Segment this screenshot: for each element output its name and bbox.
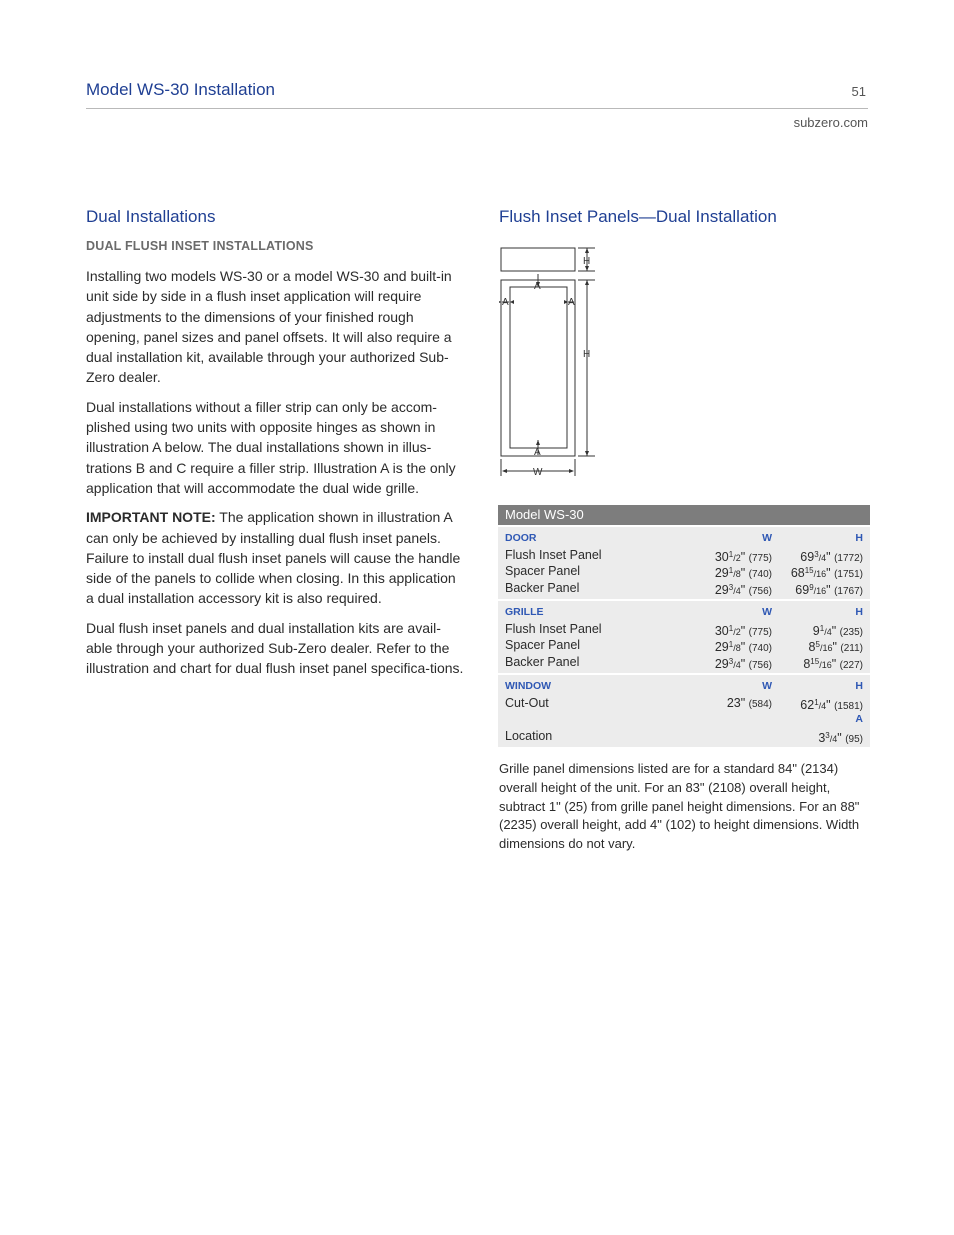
table-group-header: DOOR W H xyxy=(505,532,863,544)
table-group-header: GRILLE W H xyxy=(505,606,863,618)
grille-panel-outline xyxy=(501,248,575,271)
subhead-dual-flush-inset: DUAL FLUSH INSET INSTALLATIONS xyxy=(86,239,314,253)
table-group-header: A xyxy=(855,713,863,725)
table-group-grille xyxy=(498,601,870,673)
diagram-label-a-right: A xyxy=(568,297,575,308)
table-row: Spacer Panel $29^1/8$" (740) $68^{15}/16$" (1751) xyxy=(505,564,863,580)
page-title: Model WS-30 Installation xyxy=(86,80,275,99)
panel-dimension-diagram xyxy=(499,244,599,484)
table-row: Flush Inset Panel $30^1/2$" (775) $9^1/4$" (235) xyxy=(505,621,863,638)
diagram-label-a-top: A xyxy=(534,281,541,292)
section-title-flush-inset-panels: Flush Inset Panels—Dual Installation xyxy=(499,207,777,226)
table-group-header: WINDOW W H xyxy=(505,680,863,692)
table-group-window xyxy=(498,675,870,747)
door-panel-outline xyxy=(501,280,575,456)
table-row: Spacer Panel $29^1/8$" (740) $8^5/16$" (211) xyxy=(505,638,863,654)
table-row: Cut-Out 23" (584) $62^1/4$" (1581) xyxy=(505,695,863,712)
window-cutout-outline xyxy=(510,287,567,448)
dimension-table xyxy=(498,505,870,747)
left-column xyxy=(86,207,464,688)
paragraph-1: Installing two models WS-30 or a model WS-30 and built-in unit side by side in a flush inset application will require adjustments to the dimensions of your finished rough opening, panel sizes and panel offsets. It will also require a dual installation kit, available through your authorized Sub-Zero dealer. xyxy=(86,268,452,386)
section-title-dual-installations: Dual Installations xyxy=(86,207,216,226)
paragraph-4: Dual flush inset panels and dual installation kits are avail-able through your authorized Sub-Zero dealer. Refer to the illustration and chart for dual flush inset panel specifica-tions. xyxy=(86,619,464,677)
table-title: Model WS-30 xyxy=(498,505,870,525)
diagram-label-a-left: A xyxy=(502,297,509,308)
table-group-door xyxy=(498,527,870,599)
diagram-label-w: W xyxy=(533,467,543,478)
table-row: Backer Panel $29^3/4$" (756) $8^{15}/16$" (227) xyxy=(505,654,863,671)
table-row: Location $3^3/4$" (95) xyxy=(505,728,863,745)
important-note-text: The application shown in illustration A can only be achieved by installing dual flush inset panels. Failure to install dual flush inset panels will cause the handle side of the panels to collide when closing. In this application a dual installation accessory kit is also required. xyxy=(86,509,461,607)
diagram-label-h-door: H xyxy=(583,349,591,360)
paragraph-2: Dual installations without a filler strip can only be accom-plished using two units with opposite hinges as shown in illustration A below. The dual installations shown in illus-trations B and C require a filler strip. Illustration A is the only application that will accommodate the dual wide grille. xyxy=(86,398,456,496)
grille-height-note: Grille panel dimensions listed are for a standard 84" (2134) overall height of the unit. For an 83" (2108) overall height, subtract 1" (25) from grille panel height dimensions. For an 88" (2235) overall height, add 4" (102) to height dimensions. Width dimensions do not vary. xyxy=(499,761,860,852)
table-row: Flush Inset Panel $30^1/2$" (775) $69^3/4$" (1772) xyxy=(505,547,863,564)
diagram-label-a-bottom: A xyxy=(534,447,541,458)
important-note-label: IMPORTANT NOTE: xyxy=(86,509,216,526)
diagram-label-h-grille: H xyxy=(583,256,591,267)
paragraph-3 xyxy=(86,507,464,608)
right-column xyxy=(499,207,871,239)
page-number: 51 xyxy=(851,84,866,99)
table-row: Backer Panel $29^3/4$" (756) $69^9/16$" (1767) xyxy=(505,580,863,597)
site-url: subzero.com xyxy=(793,115,868,130)
header-divider xyxy=(86,108,868,109)
